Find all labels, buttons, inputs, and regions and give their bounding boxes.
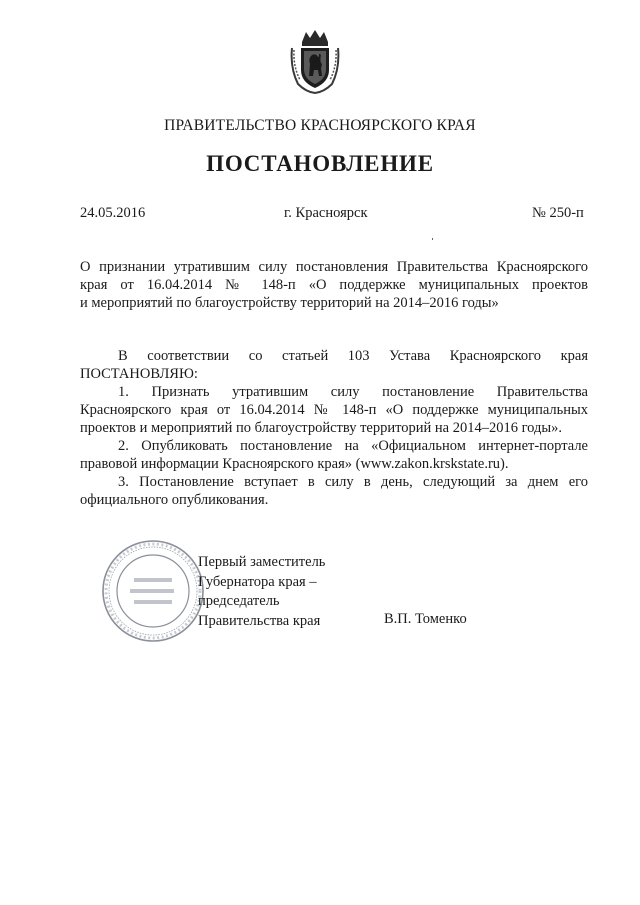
position-line: Правительства края xyxy=(198,612,321,629)
preamble-line: В соответствии со статьей 103 Устава Красноярского края xyxy=(118,348,588,364)
document-number: № 250-п xyxy=(532,205,584,221)
subject-line: и мероприятий по благоустройству территорий на 2014–2016 годы» xyxy=(80,295,499,311)
item-2-line: 2. Опубликовать постановление на «Официальном интернет-портале xyxy=(118,438,588,454)
item-3-line: официального опубликования. xyxy=(80,492,269,508)
document-type-title: ПОСТАНОВЛЕНИЕ xyxy=(206,151,434,176)
item-1-line: Красноярского края от 16.04.2014 № 148-п «О поддержке муниципальных xyxy=(80,402,588,418)
official-seal-stamp xyxy=(100,538,206,644)
coat-of-arms-emblem xyxy=(288,28,342,94)
resolution-keyword: ПОСТАНОВЛЯЮ: xyxy=(80,366,198,382)
government-name: ПРАВИТЕЛЬСТВО КРАСНОЯРСКОГО КРАЯ xyxy=(164,117,476,134)
position-line: Губернатора края – xyxy=(198,573,317,590)
scan-speck xyxy=(432,238,433,240)
document-subject xyxy=(80,258,588,312)
document-body xyxy=(80,347,588,509)
subject-line: О признании утратившим силу постановления Правительства Красноярского xyxy=(80,259,588,275)
position-line: Первый заместитель xyxy=(198,554,326,570)
signatory-position xyxy=(198,553,325,631)
position-line: председатель xyxy=(198,593,280,609)
document-city: г. Красноярск xyxy=(284,205,368,221)
item-1-line: 1. Признать утратившим силу постановление Правительства xyxy=(118,384,588,400)
document-date: 24.05.2016 xyxy=(80,205,146,221)
signatory-name: В.П. Томенко xyxy=(384,611,467,627)
item-1-line: проектов и мероприятий по благоустройству территорий на 2014–2016 годы». xyxy=(80,420,563,436)
item-2-line: правовой информации Красноярского края» (www.zakon.krskstate.ru). xyxy=(80,456,509,472)
subject-line: края от 16.04.2014 № 148-п «О поддержке муниципальных проектов xyxy=(80,277,588,293)
item-3-line: 3. Постановление вступает в силу в день, следующий за днем его xyxy=(118,474,588,490)
